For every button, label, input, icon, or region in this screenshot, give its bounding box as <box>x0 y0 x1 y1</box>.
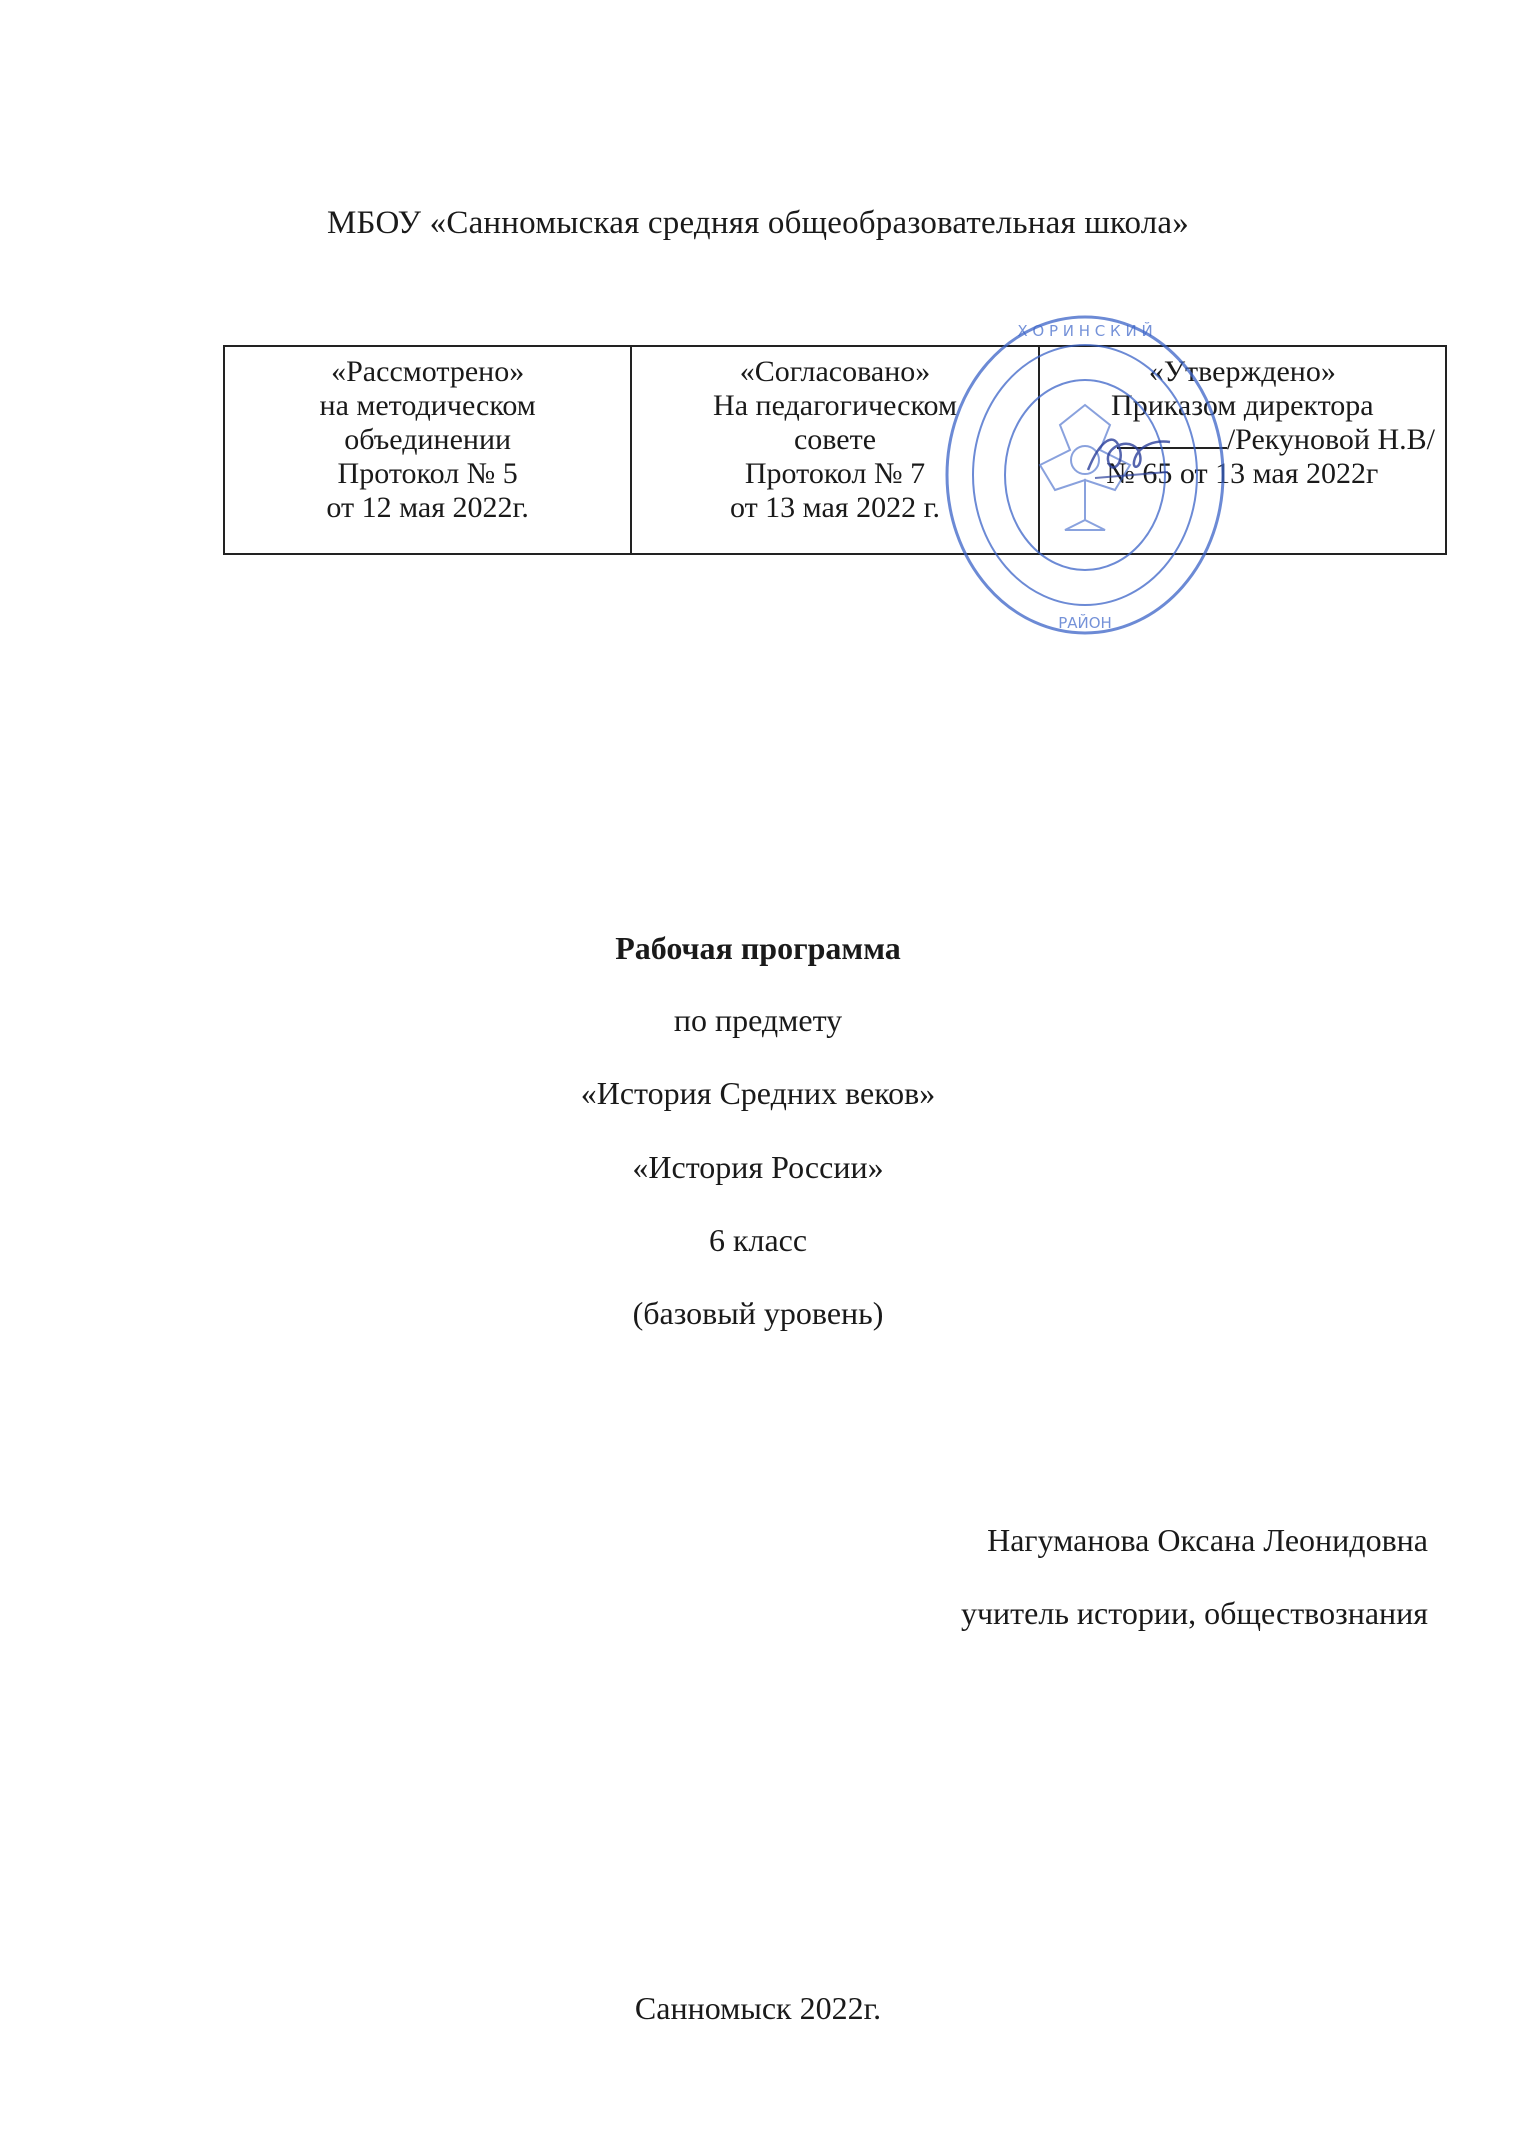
reviewed-heading: «Рассмотрено» <box>331 355 525 388</box>
agreed-line-3: Протокол № 7 <box>744 457 926 490</box>
reviewed-line-2: объединении <box>344 423 512 456</box>
approval-table <box>223 345 1447 555</box>
reviewed-line-4: от 12 мая 2022г. <box>326 491 529 524</box>
author-position: учитель истории, обществознания <box>960 1595 1428 1631</box>
subject-label: по предмету <box>673 1002 843 1038</box>
author-name: Нагуманова Оксана Леонидовна <box>987 1522 1428 1558</box>
document-title: Рабочая программа <box>615 930 901 966</box>
agreed-line-1: На педагогическом <box>713 389 957 422</box>
subject-russia: «История России» <box>632 1149 884 1185</box>
grade: 6 класс <box>708 1222 808 1258</box>
agreed-heading: «Согласовано» <box>739 355 931 388</box>
city-year: Санномыск 2022г. <box>634 1990 882 2026</box>
svg-text:РАЙОН: РАЙОН <box>1058 614 1112 632</box>
svg-text:Х О Р И Н С К И Й: Х О Р И Н С К И Й <box>1017 322 1153 340</box>
approved-line-1: Приказом директора <box>1111 389 1374 422</box>
level: (базовый уровень) <box>632 1295 884 1331</box>
school-name: МБОУ «Санномыская средняя общеобразовательная школа» <box>327 205 1189 241</box>
agreed-line-4: от 13 мая 2022 г. <box>729 491 940 524</box>
approved-line-3: № 65 от 13 мая 2022г <box>1106 457 1379 490</box>
approved-heading: «Утверждено» <box>1148 355 1336 388</box>
reviewed-line-1: на методическом <box>319 389 536 422</box>
reviewed-line-3: Протокол № 5 <box>337 457 518 490</box>
subject-medieval: «История Средних веков» <box>580 1075 936 1111</box>
agreed-line-2: совете <box>793 423 877 456</box>
director-name: /Рекуновой Н.В/ <box>1226 423 1435 456</box>
director-signature-icon <box>1080 420 1180 490</box>
reviewed-cell <box>224 346 631 554</box>
